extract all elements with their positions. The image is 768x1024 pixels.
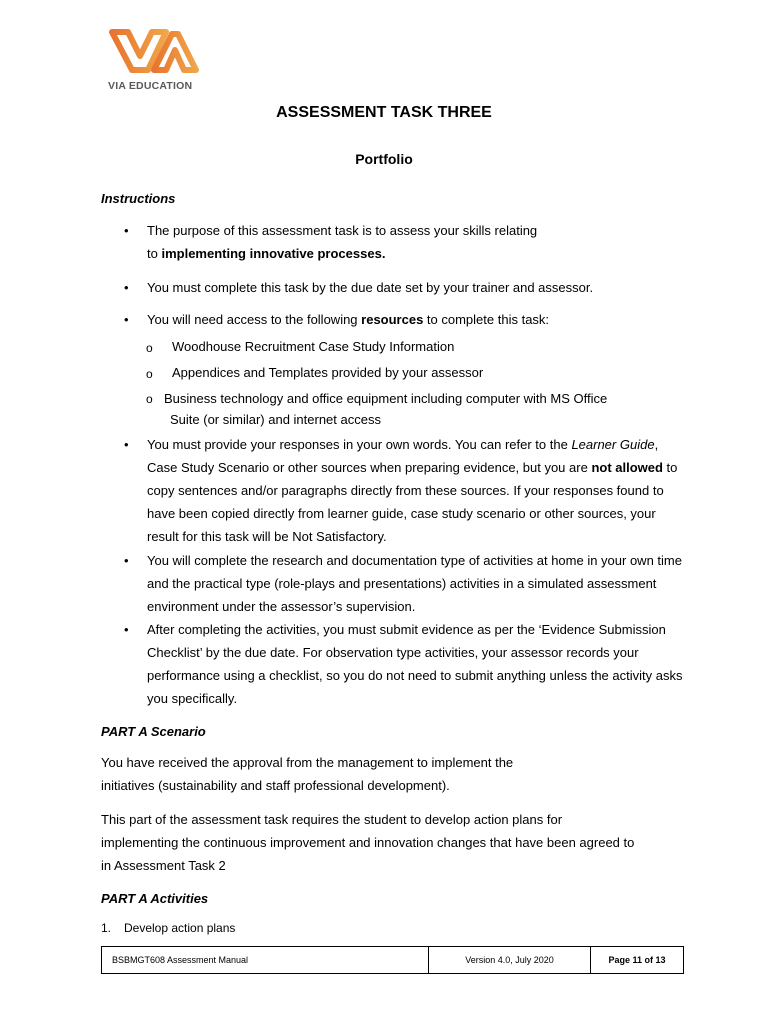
page-footer — [101, 946, 684, 974]
footer-doc-title: BSBMGT608 Assessment Manual — [102, 947, 429, 973]
sub-bullet-icon: o — [146, 341, 153, 355]
resource-line2: Suite (or similar) and internet access — [170, 412, 381, 427]
via-education-logo — [108, 26, 208, 96]
page-title: ASSESSMENT TASK THREE — [276, 104, 492, 121]
instruction-due-date: You must complete this task by the due date set by your trainer and assessor. — [147, 280, 594, 295]
resources-bold: resources — [361, 312, 424, 327]
scenario-paragraph-2: This part of the assessment task requires the student to develop action plans for implementing the continuous improvement and innovation changes that have been agreed to in Assessment Task 2 — [101, 812, 635, 873]
resource-item: Appendices and Templates provided by your assessor — [172, 365, 484, 380]
activity-number: 1. — [101, 921, 112, 935]
bullet-icon: • — [124, 223, 129, 238]
bullet-icon: • — [124, 280, 129, 295]
purpose-bold: implementing innovative processes. — [161, 246, 386, 261]
instruction-submission: After completing the activities, you must submit evidence as per the ‘Evidence Submission Checklist’ by the due date. For observation type activities, your assessor records your performance using a checklist, so you do not need to submit anything unless the activity asks you specifically. — [147, 622, 683, 706]
instruction-own-words — [147, 433, 687, 548]
instructions-heading: Instructions — [101, 191, 176, 206]
resource-item — [164, 388, 664, 430]
activity-item: Develop action plans — [124, 921, 236, 935]
scenario-p1-line2: initiatives (sustainability and staff professional development). — [101, 778, 450, 793]
instruction-resources — [147, 308, 687, 331]
bullet-icon: • — [124, 553, 129, 568]
logo-text: VIA EDUCATION — [108, 80, 193, 92]
scenario-p1-line1: You have received the approval from the management to implement the — [101, 755, 514, 770]
own-words-text1: You must provide your responses in your own words. You can refer to the — [147, 437, 572, 452]
instruction-purpose — [147, 219, 687, 265]
part-a-scenario-heading: PART A Scenario — [101, 724, 206, 739]
own-words-text2: , Case Study Scenario or other sources when preparing evidence, but you are — [147, 437, 659, 475]
own-words-text3: to copy sentences and/or paragraphs directly from these sources. If your responses found to have been copied directly from learner guide, case study scenario or other sources, your result for this task will be Not Satisfactory. — [147, 460, 678, 544]
purpose-line1: The purpose of this assessment task is to assess your skills relating — [147, 223, 538, 238]
learner-guide-italic: Learner Guide — [571, 437, 655, 452]
resource-line1: Business technology and office equipment including computer with MS Office — [164, 391, 608, 406]
part-a-activities-heading: PART A Activities — [101, 891, 209, 906]
purpose-prefix: to — [147, 246, 162, 261]
bullet-icon: • — [124, 622, 129, 637]
purpose-line2 — [147, 242, 687, 265]
footer-page-number: Page 11 of 13 — [608, 955, 666, 965]
sub-bullet-icon: o — [146, 392, 153, 406]
via-logo-mark-icon — [108, 26, 208, 78]
scenario-paragraph-1 — [101, 751, 661, 797]
resources-suffix: to complete this task: — [423, 312, 550, 327]
footer-version: Version 4.0, July 2020 — [429, 947, 591, 973]
sub-bullet-icon: o — [146, 367, 153, 381]
resources-prefix: You will need access to the following — [147, 312, 362, 327]
bullet-icon: • — [124, 312, 129, 327]
not-allowed-bold: not allowed — [591, 460, 663, 475]
instruction-activities: You will complete the research and documentation type of activities at home in your own time and the practical type (role-plays and presentations) activities in a simulated assessment environment under the assessor’s supervision. — [147, 553, 682, 614]
bullet-icon: • — [124, 437, 129, 452]
resource-item: Woodhouse Recruitment Case Study Information — [172, 339, 455, 354]
page-subtitle: Portfolio — [355, 151, 413, 167]
